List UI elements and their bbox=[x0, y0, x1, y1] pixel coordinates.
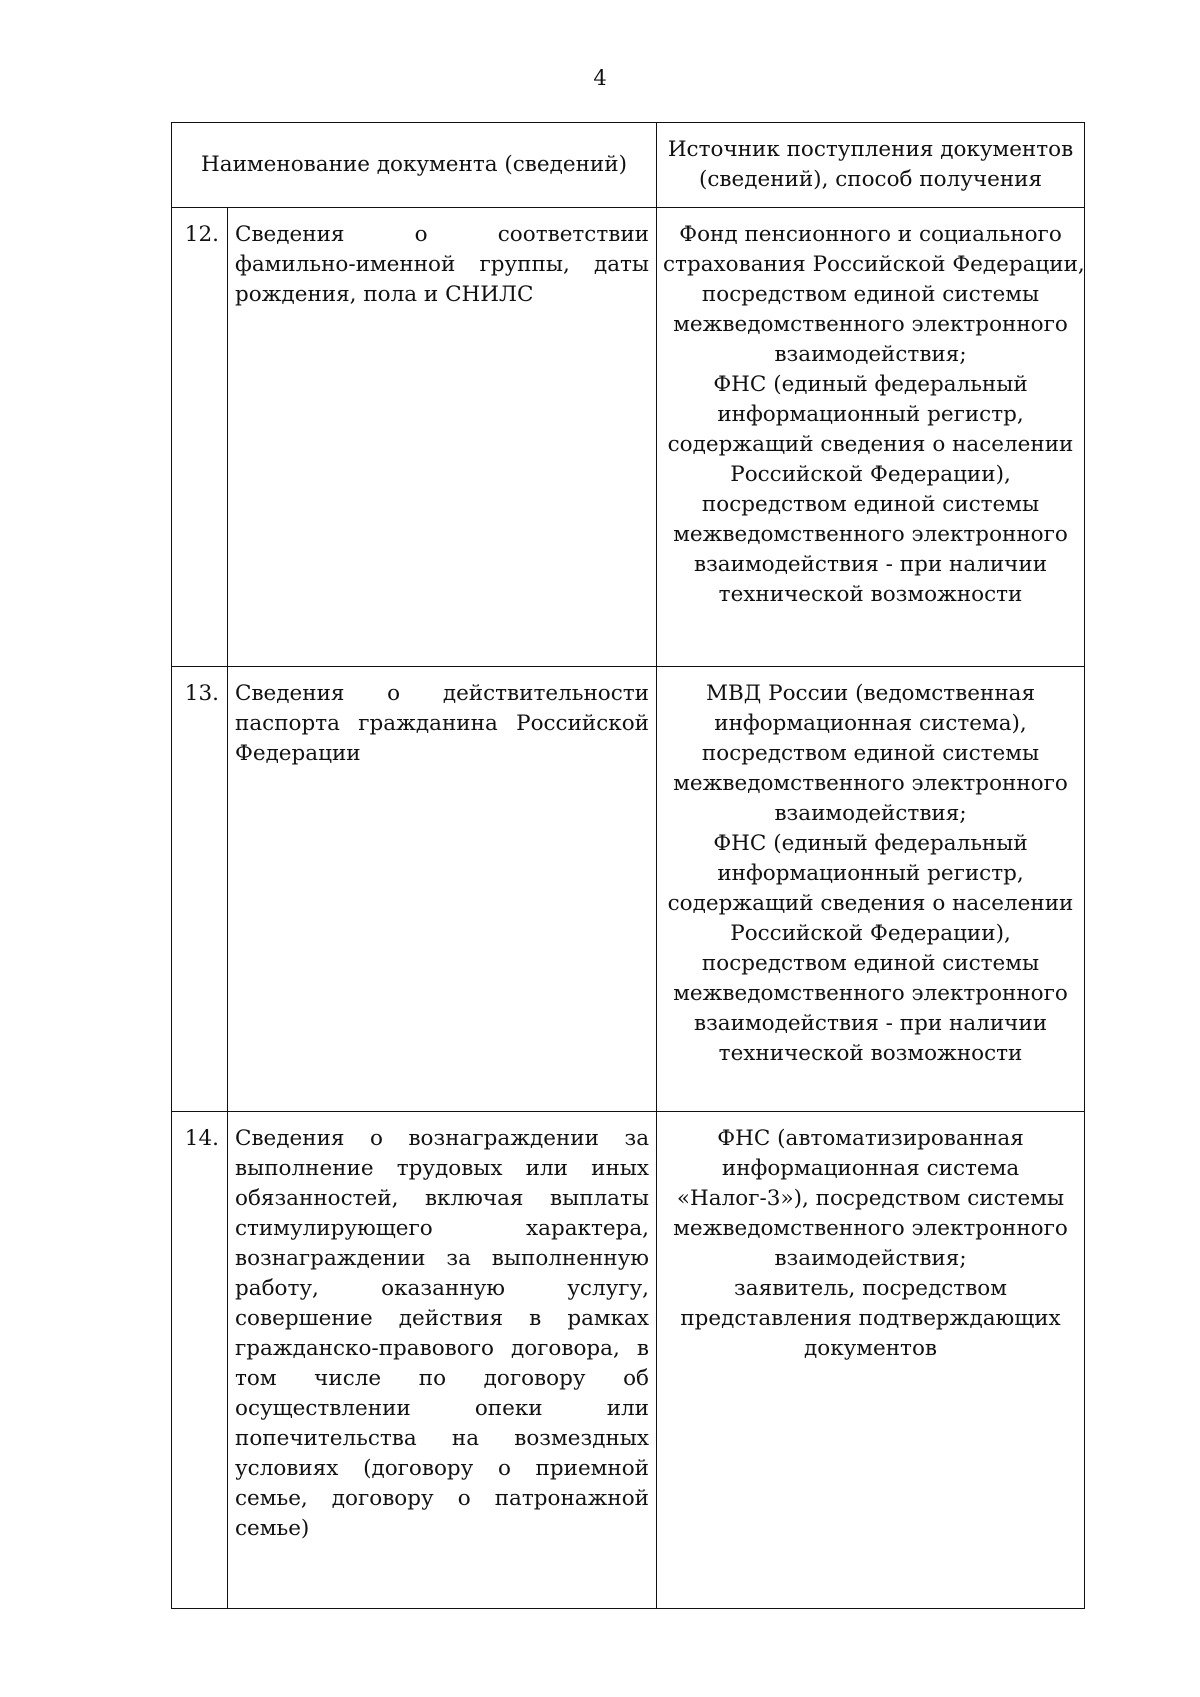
row-number: 14. bbox=[172, 1112, 228, 1609]
source-line: межведомственного электронного bbox=[673, 981, 1068, 1006]
table-header-row bbox=[172, 123, 1085, 208]
source-line: технической возможности bbox=[718, 582, 1023, 607]
header-source-line: (сведений), способ получения bbox=[698, 167, 1043, 192]
document-source bbox=[657, 667, 1085, 1112]
source-line: «Налог-3»), посредством системы bbox=[676, 1186, 1065, 1211]
source-line: межведомственного электронного bbox=[673, 522, 1068, 547]
source-line: информационная система), bbox=[714, 711, 1027, 736]
source-line: Фонд пенсионного и социального bbox=[679, 222, 1062, 247]
source-line: межведомственного электронного bbox=[673, 771, 1068, 796]
source-line: информационный регистр, bbox=[717, 402, 1024, 427]
source-line: взаимодействия; bbox=[774, 342, 967, 367]
source-line: взаимодействия; bbox=[774, 801, 967, 826]
source-line: ФНС (единый федеральный bbox=[713, 372, 1028, 397]
row-number: 13. bbox=[172, 667, 228, 1112]
document-source bbox=[657, 208, 1085, 667]
source-line: информационная система bbox=[721, 1156, 1020, 1181]
document-source bbox=[657, 1112, 1085, 1609]
header-source-line: Источник поступления документов bbox=[667, 137, 1074, 162]
source-line: технической возможности bbox=[718, 1041, 1023, 1066]
source-line: документов bbox=[804, 1336, 938, 1361]
source-line: посредством единой системы bbox=[701, 492, 1040, 517]
source-line: заявитель, посредством bbox=[734, 1276, 1007, 1301]
source-line: посредством единой системы bbox=[701, 951, 1040, 976]
page-number: 4 bbox=[593, 66, 607, 90]
source-line: содержащий сведения о населении bbox=[667, 891, 1074, 916]
header-document-name-text: Наименование документа (сведений) bbox=[201, 152, 627, 177]
document-name: Сведения о действительности паспорта гражданина Российской Федерации bbox=[228, 667, 657, 1112]
source-line: страхования Российской Федерации, bbox=[663, 252, 1085, 277]
source-line: МВД России (ведомственная bbox=[705, 681, 1036, 706]
source-line: посредством единой системы bbox=[701, 282, 1040, 307]
table-row bbox=[172, 1112, 1085, 1609]
header-document-name bbox=[172, 123, 657, 208]
source-line: взаимодействия - при наличии bbox=[693, 552, 1048, 577]
source-line: содержащий сведения о населении bbox=[667, 432, 1074, 457]
document-name: Сведения о вознаграждении за выполнение трудовых или иных обязанностей, включая выплаты стимулирующего характера, вознаграждении за выполненную работу, оказанную услугу, совершение действия в рамках гражданско-правового договора, в том числе по договору об осуществлении опеки или попечительства на возмездных условиях (договору о приемной семье, договору о патронажной семье) bbox=[228, 1112, 657, 1609]
table-row bbox=[172, 208, 1085, 667]
source-line: ФНС (автоматизированная bbox=[717, 1126, 1024, 1151]
source-line: межведомственного электронного bbox=[673, 312, 1068, 337]
source-line: Российской Федерации), bbox=[730, 462, 1011, 487]
documents-table bbox=[171, 122, 1085, 1609]
row-number: 12. bbox=[172, 208, 228, 667]
source-line: межведомственного электронного bbox=[673, 1216, 1068, 1241]
source-line: взаимодействия - при наличии bbox=[693, 1011, 1048, 1036]
header-source bbox=[657, 123, 1085, 208]
source-line: представления подтверждающих bbox=[680, 1306, 1061, 1331]
source-line: Российской Федерации), bbox=[730, 921, 1011, 946]
source-line: посредством единой системы bbox=[701, 741, 1040, 766]
source-line: информационный регистр, bbox=[717, 861, 1024, 886]
document-name: Сведения о соответствии фамильно-именной группы, даты рождения, пола и СНИЛС bbox=[228, 208, 657, 667]
source-line: ФНС (единый федеральный bbox=[713, 831, 1028, 856]
table-row bbox=[172, 667, 1085, 1112]
source-line: взаимодействия; bbox=[774, 1246, 967, 1271]
